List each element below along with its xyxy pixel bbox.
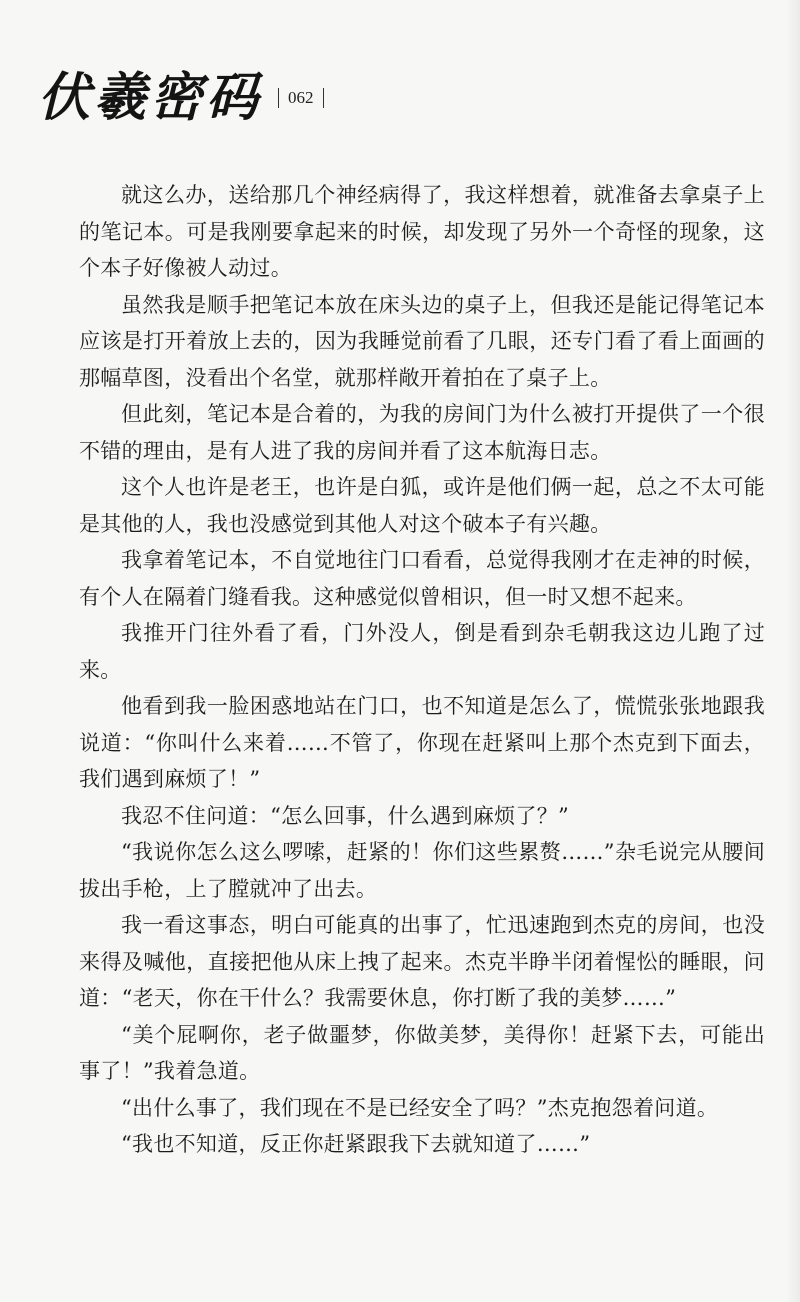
page-number: 062 xyxy=(288,88,314,107)
body-text xyxy=(79,177,765,1163)
running-header xyxy=(38,66,324,130)
paragraph: 我拿着笔记本，不自觉地往门口看看，总觉得我刚才在走神的时候，有个人在隔着门缝看我。这种感觉似曾相识，但一时又想不起来。 xyxy=(79,548,765,609)
paragraph: 但此刻，笔记本是合着的，为我的房间门为什么被打开提供了一个很不错的理由，是有人进了我的房间并看了这本航海日志。 xyxy=(79,402,765,463)
right-divider xyxy=(323,88,324,108)
book-title: 伏羲密码 xyxy=(38,67,263,128)
paragraph: 他看到我一脸困惑地站在门口，也不知道是怎么了，慌慌张张地跟我说道：“你叫什么来着……不管了，你现在赶紧叫上那个杰克到下面去，我们遇到麻烦了！” xyxy=(79,694,765,791)
paragraph: “我说你怎么这么啰嗦，赶紧的！你们这些累赘……”杂毛说完从腰间拔出手枪，上了膛就冲了出去。 xyxy=(79,840,765,901)
paragraph: 这个人也许是老王，也许是白狐，或许是他们俩一起，总之不太可能是其他的人，我也没感觉到其他人对这个破本子有兴趣。 xyxy=(79,475,765,536)
page-edge-shadow xyxy=(786,0,800,1302)
paragraph: 虽然我是顺手把笔记本放在床头边的桌子上，但我还是能记得笔记本应该是打开着放上去的，因为我睡觉前看了几眼，还专门看了看上面画的那幅草图，没看出个名堂，就那样敞开着拍在了桌子上。 xyxy=(79,292,765,390)
paragraph: 我一看这事态，明白可能真的出事了，忙迅速跑到杰克的房间，也没来得及喊他，直接把他从床上拽了起来。杰克半睁半闭着惺忪的睡眼，问道：“老天，你在干什么？我需要休息，你打断了我的美梦……” xyxy=(79,913,765,1010)
paragraph: “美个屁啊你，老子做噩梦，你做美梦，美得你！赶紧下去，可能出事了！”我着急道。 xyxy=(79,1022,765,1083)
page-number-box xyxy=(278,88,324,108)
paragraph: 我忍不住问道：“怎么回事，什么遇到麻烦了？” xyxy=(121,803,570,828)
paragraph: “我也不知道，反正你赶紧跟我下去就知道了……” xyxy=(121,1132,591,1156)
paragraph: “出什么事了，我们现在不是已经安全了吗？”杰克抱怨着问道。 xyxy=(121,1095,719,1120)
left-divider xyxy=(278,88,279,108)
paragraph: 我推开门往外看了看，门外没人，倒是看到杂毛朝我这边儿跑了过来。 xyxy=(79,621,765,682)
paragraph: 就这么办，送给那几个神经病得了，我这样想着，就准备去拿桌子上的笔记本。可是我刚要拿起来的时候，却发现了另外一个奇怪的现象，这个本子好像被人动过。 xyxy=(79,183,765,280)
